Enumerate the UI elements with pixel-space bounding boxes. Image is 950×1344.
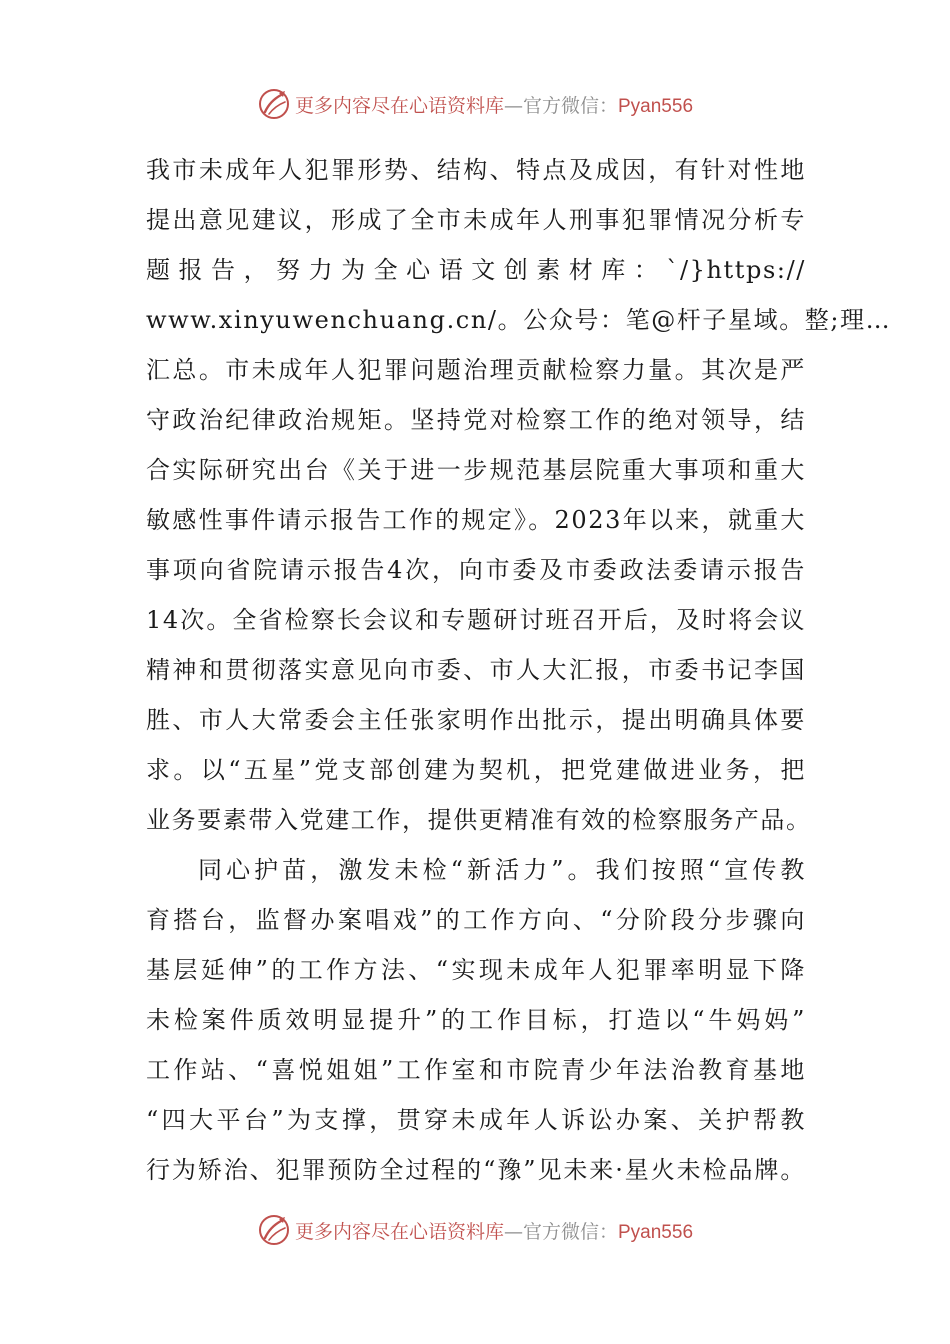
banner-main-text: 更多内容尽在心语资料库 xyxy=(294,1220,504,1243)
text-line: 事项向省院请示报告4次，向市委及市委政法委请示报告 xyxy=(146,556,806,584)
banner-text xyxy=(295,1217,693,1244)
banner-official-label: 官方微信： xyxy=(522,1220,618,1243)
text-line: 精神和贯彻落实意见向市委、市人大汇报，市委书记李国 xyxy=(146,656,806,684)
banner-dash: — xyxy=(503,94,523,117)
text-line: 胜、市人大常委会主任张家明作出批示，提出明确具体要 xyxy=(146,706,806,734)
banner-dash: — xyxy=(503,1220,523,1243)
footer-watermark-banner xyxy=(0,1208,950,1252)
text-line: 求。以“五星”党支部创建为契机，把党建做进业务，把 xyxy=(146,756,806,784)
pen-logo-icon xyxy=(257,87,291,121)
paragraph-1 xyxy=(146,150,892,850)
document-body xyxy=(146,150,892,1200)
text-line: 同心护苗，激发未检“新活力”。我们按照“宣传教 xyxy=(198,856,806,884)
banner-main-text: 更多内容尽在心语资料库 xyxy=(294,94,504,117)
text-line: 敏感性事件请示报告工作的规定》。2023年以来，就重大 xyxy=(146,506,806,534)
text-line: 合实际研究出台《关于进一步规范基层院重大事项和重大 xyxy=(146,456,806,484)
banner-official-label: 官方微信： xyxy=(522,94,618,117)
text-line: 汇总。市未成年人犯罪问题治理贡献检察力量。其次是严 xyxy=(146,356,806,384)
banner-wechat-id: Pyan556 xyxy=(618,95,694,117)
text-line: 我市未成年人犯罪形势、结构、特点及成因，有针对性地 xyxy=(146,156,806,184)
text-line: 提出意见建议，形成了全市未成年人刑事犯罪情况分析专 xyxy=(146,206,806,234)
text-line: 工作站、“喜悦姐姐”工作室和市院青少年法治教育基地 xyxy=(146,1056,806,1084)
text-line: “四大平台”为支撑，贯穿未成年人诉讼办案、关护帮教 xyxy=(146,1106,806,1134)
text-line: 守政治纪律政治规矩。坚持党对检察工作的绝对领导，结 xyxy=(146,406,806,434)
text-line: 业务要素带入党建工作，提供更精准有效的检察服务产品。 xyxy=(146,806,812,834)
text-line: 题报告，努力为全心语文创素材库：`/}https:// xyxy=(146,256,806,284)
text-line: www.xinyuwenchuang.cn/。公众号：笔@杆子星域。整;理… xyxy=(146,306,892,334)
text-line: 14次。全省检察长会议和专题研讨班召开后，及时将会议 xyxy=(146,606,806,634)
text-line: 未检案件质效明显提升”的工作目标，打造以“牛妈妈” xyxy=(146,1006,806,1034)
header-watermark-banner xyxy=(0,82,950,126)
text-line: 基层延伸”的工作方法、“实现未成年人犯罪率明显下降 xyxy=(146,956,806,984)
banner-wechat-id: Pyan556 xyxy=(618,1221,694,1243)
banner-text xyxy=(295,91,693,118)
pen-logo-icon xyxy=(257,1213,291,1247)
text-line: 行为矫治、犯罪预防全过程的“豫”见未来·星火未检品牌。 xyxy=(146,1156,806,1184)
text-line: 育搭台，监督办案唱戏”的工作方向、“分阶段分步骤向 xyxy=(146,906,806,934)
paragraph-2 xyxy=(146,850,806,1200)
